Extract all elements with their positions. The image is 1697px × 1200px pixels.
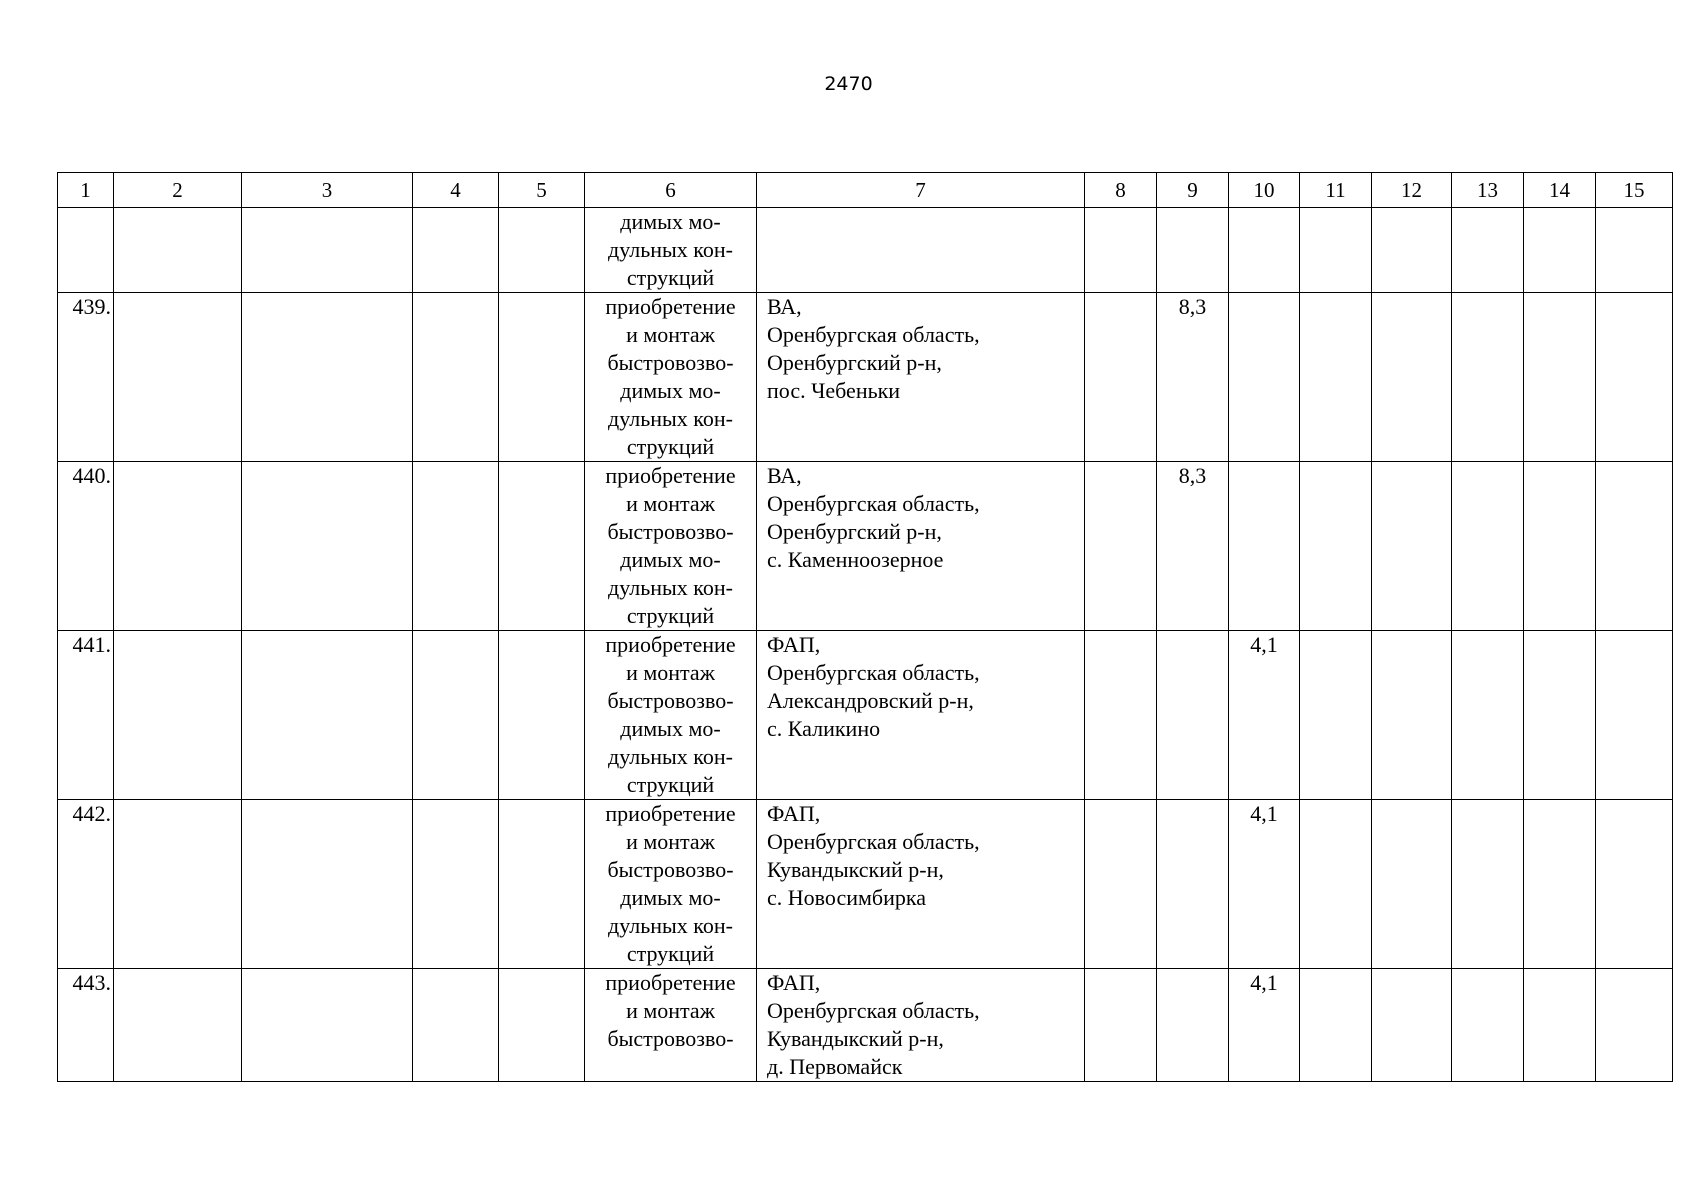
cell-col-15 bbox=[1596, 969, 1673, 1082]
cell-col-12 bbox=[1372, 800, 1452, 969]
value-col-9: 8,3 bbox=[1157, 462, 1229, 631]
description-line: димых мо- bbox=[620, 716, 721, 741]
value-col-10 bbox=[1229, 462, 1300, 631]
cell-col-3 bbox=[242, 208, 413, 293]
location-line: Оренбургский р-н, bbox=[767, 519, 942, 544]
work-description bbox=[585, 293, 757, 462]
object-location bbox=[757, 462, 1085, 631]
cell-col-5 bbox=[499, 293, 585, 462]
location-line: с. Каликино bbox=[767, 716, 881, 741]
table-row bbox=[58, 800, 1673, 969]
location-line: д. Первомайск bbox=[767, 1054, 903, 1079]
description-line: приобретение bbox=[605, 801, 736, 826]
description-line: быстровозво- bbox=[607, 519, 734, 544]
cell-col-3 bbox=[242, 462, 413, 631]
cell-col-8 bbox=[1085, 208, 1157, 293]
cell-col-2 bbox=[114, 462, 242, 631]
cell-col-13 bbox=[1452, 800, 1524, 969]
description-line: быстровозво- bbox=[607, 857, 734, 882]
location-line: Оренбургская область, bbox=[767, 322, 980, 347]
cell-col-13 bbox=[1452, 969, 1524, 1082]
value-col-10 bbox=[1229, 293, 1300, 462]
cell-col-12 bbox=[1372, 969, 1452, 1082]
cell-col-14 bbox=[1524, 800, 1596, 969]
work-description bbox=[585, 462, 757, 631]
location-line: ФАП, bbox=[767, 632, 821, 657]
value-col-10: 4,1 bbox=[1229, 631, 1300, 800]
cell-col-3 bbox=[242, 293, 413, 462]
cell-col-15 bbox=[1596, 208, 1673, 293]
cell-col-14 bbox=[1524, 293, 1596, 462]
data-table bbox=[57, 172, 1673, 1082]
cell-col-4 bbox=[413, 800, 499, 969]
cell-col-2 bbox=[114, 631, 242, 800]
column-header-15: 15 bbox=[1596, 173, 1673, 208]
description-line: димых мо- bbox=[620, 209, 721, 234]
value-col-9 bbox=[1157, 631, 1229, 800]
value-col-9 bbox=[1157, 800, 1229, 969]
cell-col-15 bbox=[1596, 293, 1673, 462]
work-description bbox=[585, 631, 757, 800]
cell-col-5 bbox=[499, 969, 585, 1082]
cell-col-4 bbox=[413, 969, 499, 1082]
cell-col-5 bbox=[499, 800, 585, 969]
cell-col-12 bbox=[1372, 293, 1452, 462]
cell-col-3 bbox=[242, 969, 413, 1082]
cell-col-2 bbox=[114, 969, 242, 1082]
column-header-6: 6 bbox=[585, 173, 757, 208]
description-line: димых мо- bbox=[620, 547, 721, 572]
object-location bbox=[757, 969, 1085, 1082]
cell-col-11 bbox=[1300, 631, 1372, 800]
cell-col-4 bbox=[413, 208, 499, 293]
column-header-7: 7 bbox=[757, 173, 1085, 208]
cell-col-5 bbox=[499, 462, 585, 631]
description-line: струкций bbox=[626, 772, 715, 797]
object-location bbox=[757, 631, 1085, 800]
table-row bbox=[58, 631, 1673, 800]
cell-col-3 bbox=[242, 800, 413, 969]
description-line: димых мо- bbox=[620, 378, 721, 403]
work-description bbox=[585, 800, 757, 969]
location-line: с. Новосимбирка bbox=[767, 885, 926, 910]
cell-col-8 bbox=[1085, 293, 1157, 462]
description-line: дульных кон- bbox=[608, 575, 733, 600]
value-col-9 bbox=[1157, 969, 1229, 1082]
location-line: Александровский р-н, bbox=[767, 688, 974, 713]
cell-col-15 bbox=[1596, 631, 1673, 800]
cell-col-4 bbox=[413, 293, 499, 462]
description-line: приобретение bbox=[605, 463, 736, 488]
description-line: дульных кон- bbox=[608, 913, 733, 938]
work-description bbox=[585, 969, 757, 1082]
cell-col-14 bbox=[1524, 208, 1596, 293]
location-line: Оренбургский р-н, bbox=[767, 350, 942, 375]
description-line: димых мо- bbox=[620, 885, 721, 910]
column-header-3: 3 bbox=[242, 173, 413, 208]
page-number: 2470 bbox=[824, 73, 873, 95]
cell-col-8 bbox=[1085, 800, 1157, 969]
value-col-9: 8,3 bbox=[1157, 293, 1229, 462]
column-header-14: 14 bbox=[1524, 173, 1596, 208]
table-row bbox=[58, 293, 1673, 462]
location-line: с. Каменноозерное bbox=[767, 547, 944, 572]
description-line: быстровозво- bbox=[607, 1026, 734, 1051]
column-header-10: 10 bbox=[1229, 173, 1300, 208]
description-line: и монтаж bbox=[626, 829, 715, 854]
column-header-11: 11 bbox=[1300, 173, 1372, 208]
cell-col-13 bbox=[1452, 631, 1524, 800]
table-row bbox=[58, 208, 1673, 293]
description-line: струкций bbox=[626, 603, 715, 628]
location-line: ФАП, bbox=[767, 970, 821, 995]
description-line: дульных кон- bbox=[608, 406, 733, 431]
cell-col-8 bbox=[1085, 969, 1157, 1082]
cell-col-15 bbox=[1596, 462, 1673, 631]
cell-col-12 bbox=[1372, 208, 1452, 293]
value-col-10: 4,1 bbox=[1229, 969, 1300, 1082]
description-line: и монтаж bbox=[626, 322, 715, 347]
row-number bbox=[58, 208, 114, 293]
cell-col-13 bbox=[1452, 462, 1524, 631]
location-line: Оренбургская область, bbox=[767, 998, 980, 1023]
cell-col-4 bbox=[413, 631, 499, 800]
object-location bbox=[757, 800, 1085, 969]
table-row bbox=[58, 969, 1673, 1082]
row-number: 443. bbox=[58, 969, 114, 1082]
value-col-10: 4,1 bbox=[1229, 800, 1300, 969]
cell-col-14 bbox=[1524, 969, 1596, 1082]
description-line: и монтаж bbox=[626, 998, 715, 1023]
table-row bbox=[58, 462, 1673, 631]
cell-col-2 bbox=[114, 800, 242, 969]
object-location bbox=[757, 293, 1085, 462]
description-line: и монтаж bbox=[626, 491, 715, 516]
cell-col-14 bbox=[1524, 462, 1596, 631]
cell-col-5 bbox=[499, 208, 585, 293]
location-line: Кувандыкский р-н, bbox=[767, 857, 944, 882]
location-line: Оренбургская область, bbox=[767, 660, 980, 685]
cell-col-11 bbox=[1300, 462, 1372, 631]
cell-col-12 bbox=[1372, 631, 1452, 800]
object-location bbox=[757, 208, 1085, 293]
value-col-10 bbox=[1229, 208, 1300, 293]
description-line: быстровозво- bbox=[607, 350, 734, 375]
cell-col-15 bbox=[1596, 800, 1673, 969]
location-line: ВА, bbox=[767, 294, 802, 319]
description-line: дульных кон- bbox=[608, 744, 733, 769]
header-row bbox=[58, 173, 1673, 208]
description-line: и монтаж bbox=[626, 660, 715, 685]
cell-col-8 bbox=[1085, 462, 1157, 631]
column-header-8: 8 bbox=[1085, 173, 1157, 208]
location-line: Оренбургская область, bbox=[767, 491, 980, 516]
cell-col-11 bbox=[1300, 293, 1372, 462]
cell-col-12 bbox=[1372, 462, 1452, 631]
cell-col-2 bbox=[114, 208, 242, 293]
row-number: 441. bbox=[58, 631, 114, 800]
location-line: Оренбургская область, bbox=[767, 829, 980, 854]
description-line: струкций bbox=[626, 941, 715, 966]
column-header-12: 12 bbox=[1372, 173, 1452, 208]
cell-col-13 bbox=[1452, 208, 1524, 293]
cell-col-2 bbox=[114, 293, 242, 462]
location-line: ФАП, bbox=[767, 801, 821, 826]
description-line: струкций bbox=[626, 265, 715, 290]
description-line: дульных кон- bbox=[608, 237, 733, 262]
column-header-5: 5 bbox=[499, 173, 585, 208]
cell-col-8 bbox=[1085, 631, 1157, 800]
cell-col-3 bbox=[242, 631, 413, 800]
column-header-4: 4 bbox=[413, 173, 499, 208]
row-number: 440. bbox=[58, 462, 114, 631]
location-line: ВА, bbox=[767, 463, 802, 488]
cell-col-11 bbox=[1300, 800, 1372, 969]
column-header-13: 13 bbox=[1452, 173, 1524, 208]
description-line: быстровозво- bbox=[607, 688, 734, 713]
location-line: Кувандыкский р-н, bbox=[767, 1026, 944, 1051]
value-col-9 bbox=[1157, 208, 1229, 293]
cell-col-4 bbox=[413, 462, 499, 631]
row-number: 442. bbox=[58, 800, 114, 969]
cell-col-13 bbox=[1452, 293, 1524, 462]
work-description bbox=[585, 208, 757, 293]
cell-col-14 bbox=[1524, 631, 1596, 800]
column-header-9: 9 bbox=[1157, 173, 1229, 208]
description-line: приобретение bbox=[605, 970, 736, 995]
column-header-1: 1 bbox=[58, 173, 114, 208]
cell-col-5 bbox=[499, 631, 585, 800]
cell-col-11 bbox=[1300, 969, 1372, 1082]
location-line: пос. Чебеньки bbox=[767, 378, 901, 403]
row-number: 439. bbox=[58, 293, 114, 462]
description-line: струкций bbox=[626, 434, 715, 459]
table-body bbox=[58, 173, 1673, 1082]
column-header-2: 2 bbox=[114, 173, 242, 208]
cell-col-11 bbox=[1300, 208, 1372, 293]
description-line: приобретение bbox=[605, 632, 736, 657]
description-line: приобретение bbox=[605, 294, 736, 319]
